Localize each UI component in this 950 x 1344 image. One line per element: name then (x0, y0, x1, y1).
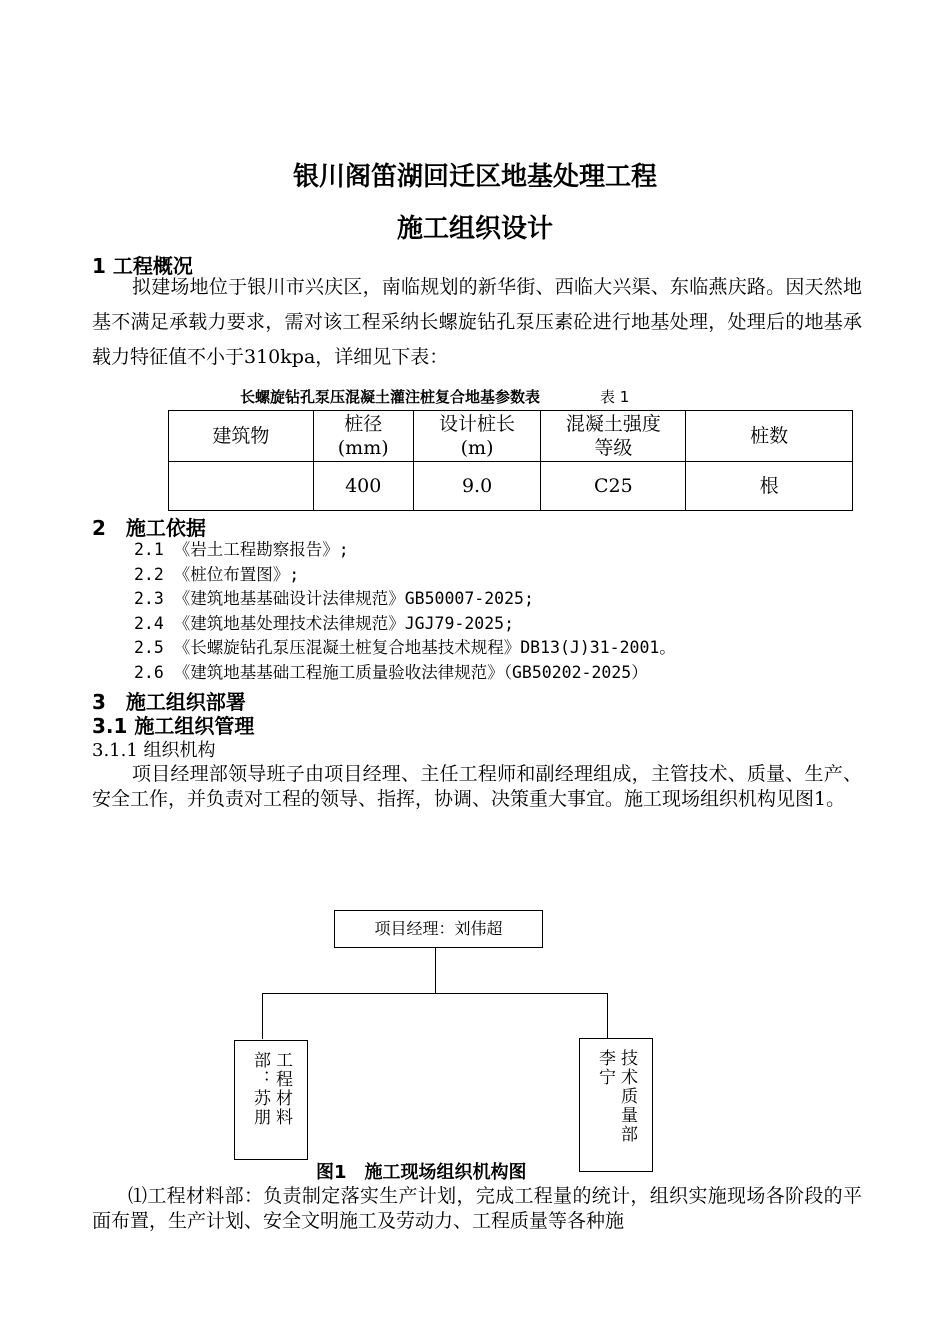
org-connector (435, 947, 436, 993)
org-node-tech-quality-dept (579, 1038, 653, 1172)
document-subtitle: 施工组织设计 (396, 214, 553, 244)
org-node-project-manager: 项目经理：刘伟超 (334, 910, 543, 948)
org-connector (262, 993, 608, 994)
reference-list (134, 538, 676, 685)
table-header-row (169, 411, 853, 462)
table-caption (240, 386, 629, 407)
list-item: 2.1 《岩土工程勘察报告》; (134, 540, 349, 559)
section-1-heading: 1 工程概况 (92, 254, 193, 278)
section-3-paragraph: 项目经理部领导班子由项目经理、主任工程师和副经理组成，主管技术、质量、生产、安全工作，并负责对工程的领导、指挥，协调、决策重大事宜。施工现场组织机构见图1。 (92, 763, 862, 810)
section-3-heading: 3 施工组织部署 (92, 690, 246, 714)
table-header-cell: 桩数 (686, 411, 853, 462)
section-3-1-heading: 3.1 施工组织管理 (92, 714, 255, 738)
materials-dept-paragraph: ⑴工程材料部：负责制定落实生产计划，完成工程量的统计，组织实施现场各阶段的平面布置，生产计划、安全文明施工及劳动力、工程质量等各种施 (92, 1185, 862, 1232)
figure-caption: 图1 施工现场组织机构图 (316, 1162, 527, 1183)
table-number: 表 1 (600, 388, 630, 406)
section-3-1-1-heading: 3.1.1 组织机构 (92, 740, 216, 761)
section-2-heading: 2 施工依据 (92, 516, 206, 540)
list-item: 2.4 《建筑地基处理技术法律规范》JGJ79-2025; (134, 613, 515, 633)
table-header-cell: 设计桩长 (m) (413, 411, 541, 462)
list-item: 2.3 《建筑地基基础设计法律规范》GB50007-2025; (134, 589, 534, 608)
org-connector (607, 993, 608, 1038)
document-title: 银川阁笛湖回迁区地基处理工程 (292, 162, 657, 192)
table-cell: 400 (313, 462, 413, 511)
section-1-paragraph: 拟建场地位于银川市兴庆区，南临规划的新华街、西临大兴渠、东临燕庆路。因天然地基不满足承载力要求，需对该工程采纳长螺旋钻孔泵压素砼进行地基处理，处理后的地基承载力特征值不小于310kpa，详细见下表： (92, 276, 862, 368)
list-item: 2.2 《桩位布置图》; (134, 564, 300, 584)
list-item: 2.5 《长螺旋钻孔泵压混凝土桩复合地基技术规程》DB13(J)31-2001。 (134, 638, 676, 657)
org-node-materials-dept (234, 1040, 308, 1160)
table-cell: C25 (541, 462, 686, 511)
table-header-cell: 建筑物 (169, 411, 314, 462)
org-connector (262, 993, 263, 1039)
table-cell: 根 (686, 462, 853, 511)
pile-parameter-table (168, 410, 853, 511)
table-row (169, 462, 853, 511)
table-caption-text: 长螺旋钻孔泵压混凝土灌注桩复合地基参数表 (240, 388, 541, 406)
list-item: 2.6 《建筑地基基础工程施工质量验收法律规范》（GB50202-2025） (134, 662, 648, 682)
table-header-cell: 混凝土强度 等级 (541, 411, 686, 462)
table-cell (169, 462, 314, 511)
table-header-cell: 桩径 (mm) (313, 411, 413, 462)
org-node-label: 技术质量部 李宁 (595, 1049, 637, 1144)
org-node-label: 工程材料 部：苏朋 (250, 1051, 292, 1127)
table-cell: 9.0 (413, 462, 541, 511)
